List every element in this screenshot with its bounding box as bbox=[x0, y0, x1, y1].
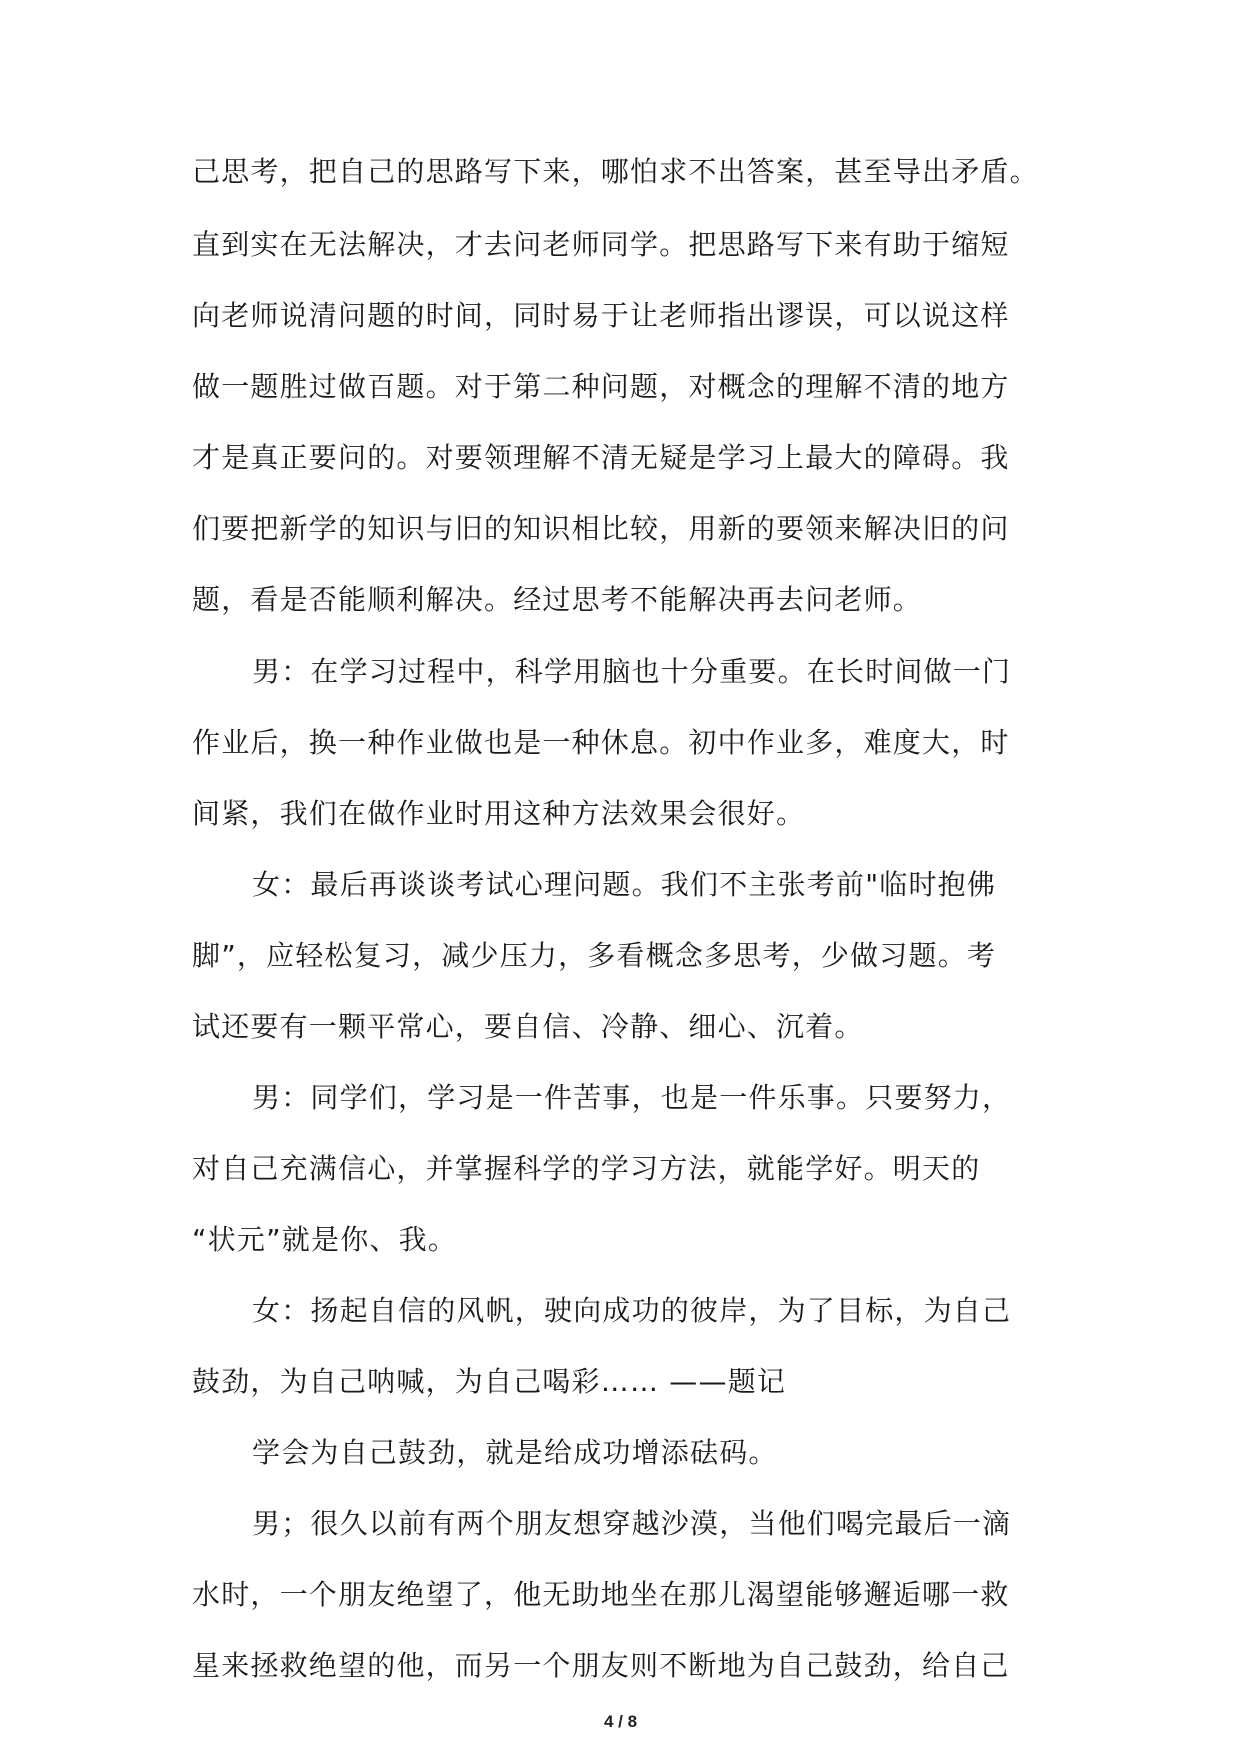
text-line: 鼓劲，为自己呐喊，为自己喝彩…… ——题记 bbox=[192, 1365, 787, 1398]
paragraph-first-line: 学会为自己鼓劲，就是给成功增添砝码。 bbox=[252, 1436, 778, 1469]
paragraph-first-line: 女：扬起自信的风帆，驶向成功的彼岸，为了目标，为自己 bbox=[252, 1294, 1012, 1327]
text-line: 星来拯救绝望的他，而另一个朋友则不断地为自己鼓劲，给自己 bbox=[192, 1649, 1010, 1682]
text-line: 直到实在无法解决，才去问老师同学。把思路写下来有助于缩短 bbox=[192, 228, 1010, 261]
text-line: 水时，一个朋友绝望了，他无助地坐在那儿渴望能够邂逅哪一救 bbox=[192, 1578, 1010, 1611]
text-line: 向老师说清问题的时间，同时易于让老师指出谬误，可以说这样 bbox=[192, 299, 1010, 332]
text-line: 才是真正要问的。对要领理解不清无疑是学习上最大的障碍。我 bbox=[192, 441, 1010, 474]
paragraph-first-line: 男：在学习过程中，科学用脑也十分重要。在长时间做一门 bbox=[252, 655, 1012, 688]
paragraph-first-line: 男；很久以前有两个朋友想穿越沙漠，当他们喝完最后一滴 bbox=[252, 1507, 1012, 1540]
text-line: 们要把新学的知识与旧的知识相比较，用新的要领来解决旧的问 bbox=[192, 512, 1010, 545]
text-line: 己思考，把自己的思路写下来，哪怕求不出答案，甚至导出矛盾。 bbox=[192, 155, 1039, 188]
text-line: 做一题胜过做百题。对于第二种问题，对概念的理解不清的地方 bbox=[192, 370, 1010, 403]
text-line: 脚”，应轻松复习，减少压力，多看概念多思考，少做习题。考 bbox=[192, 939, 997, 972]
paragraph-first-line: 女：最后再谈谈考试心理问题。我们不主张考前"临时抱佛 bbox=[252, 868, 997, 901]
text-line: 对自己充满信心，并掌握科学的学习方法，就能学好。明天的 bbox=[192, 1152, 981, 1185]
text-line: 间紧，我们在做作业时用这种方法效果会很好。 bbox=[192, 797, 806, 830]
text-line: 试还要有一颗平常心，要自信、冷静、细心、沉着。 bbox=[192, 1010, 864, 1043]
text-line: 作业后，换一种作业做也是一种休息。初中作业多，难度大，时 bbox=[192, 726, 1010, 759]
text-line: 题，看是否能顺利解决。经过思考不能解决再去问老师。 bbox=[192, 583, 923, 616]
page-number: 4 / 8 bbox=[603, 1712, 638, 1731]
text-line: “状元”就是你、我。 bbox=[192, 1223, 458, 1256]
paragraph-first-line: 男：同学们，学习是一件苦事，也是一件乐事。只要努力， bbox=[252, 1081, 1012, 1114]
